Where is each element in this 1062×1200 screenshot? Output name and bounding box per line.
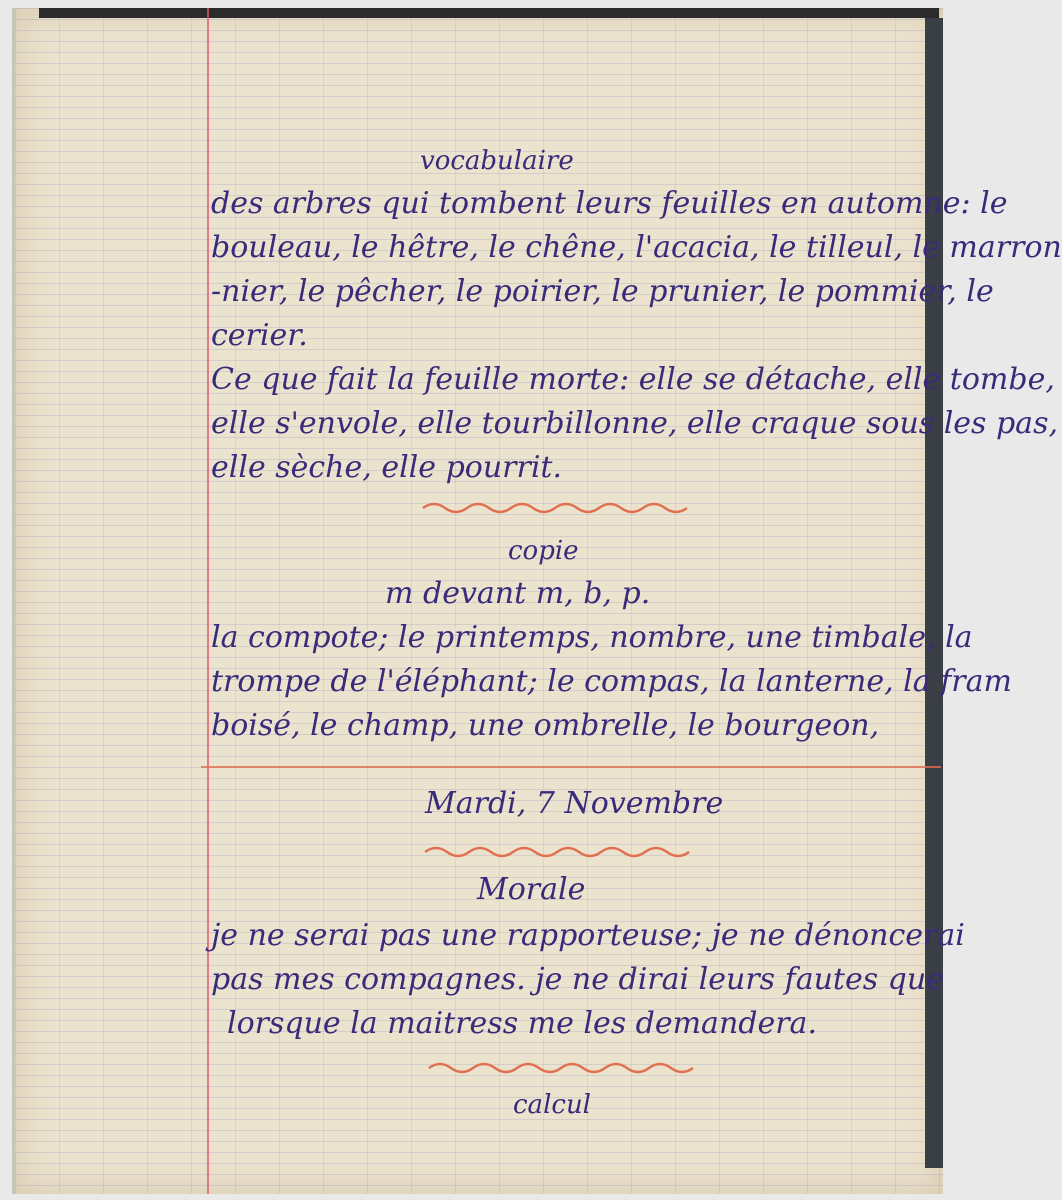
copie-title: copie	[508, 536, 579, 566]
morale-title: Morale	[477, 872, 586, 907]
date-heading: Mardi, 7 Novembre	[425, 786, 724, 821]
copie-line: trompe de l'éléphant; le compas, la lanterne, la fram	[211, 664, 1012, 699]
copie-line: boisé, le champ, une ombrelle, le bourgeon,	[211, 708, 880, 743]
morale-line: je ne serai pas une rapporteuse; je ne dénoncerai	[211, 918, 965, 953]
red-horizontal-rule	[201, 766, 941, 768]
red-wavy-separator	[429, 1060, 699, 1076]
copie-subtitle: m devant m, b, p.	[385, 576, 651, 611]
notebook-top-edge	[39, 8, 939, 18]
vocab-line: -nier, le pêcher, le poirier, le prunier, le pommier, le	[211, 274, 994, 309]
red-wavy-separator	[425, 844, 695, 860]
vocab-line: bouleau, le hêtre, le chêne, l'acacia, le tilleul, le marron	[211, 230, 1062, 265]
red-wavy-separator	[423, 500, 693, 516]
morale-line: lorsque la maitress me les demandera.	[227, 1006, 817, 1041]
vocab-line: des arbres qui tombent leurs feuilles en automne: le	[211, 186, 1008, 221]
morale-line: pas mes compagnes. je ne dirai leurs fautes que	[211, 962, 944, 997]
notebook-page	[12, 8, 1062, 1194]
vocab-line: elle s'envole, elle tourbillonne, elle craque sous les pas,	[211, 406, 1059, 441]
vocab-line: Ce que fait la feuille morte: elle se détache, elle tombe,	[211, 362, 1055, 397]
vocab-title: vocabulaire	[420, 146, 574, 176]
calcul-title: calcul	[513, 1090, 591, 1120]
copie-line: la compote; le printemps, nombre, une timbale, la	[211, 620, 973, 655]
vocab-line: elle sèche, elle pourrit.	[211, 450, 563, 485]
red-margin-line	[207, 8, 209, 1194]
vocab-line: cerier.	[211, 318, 308, 353]
